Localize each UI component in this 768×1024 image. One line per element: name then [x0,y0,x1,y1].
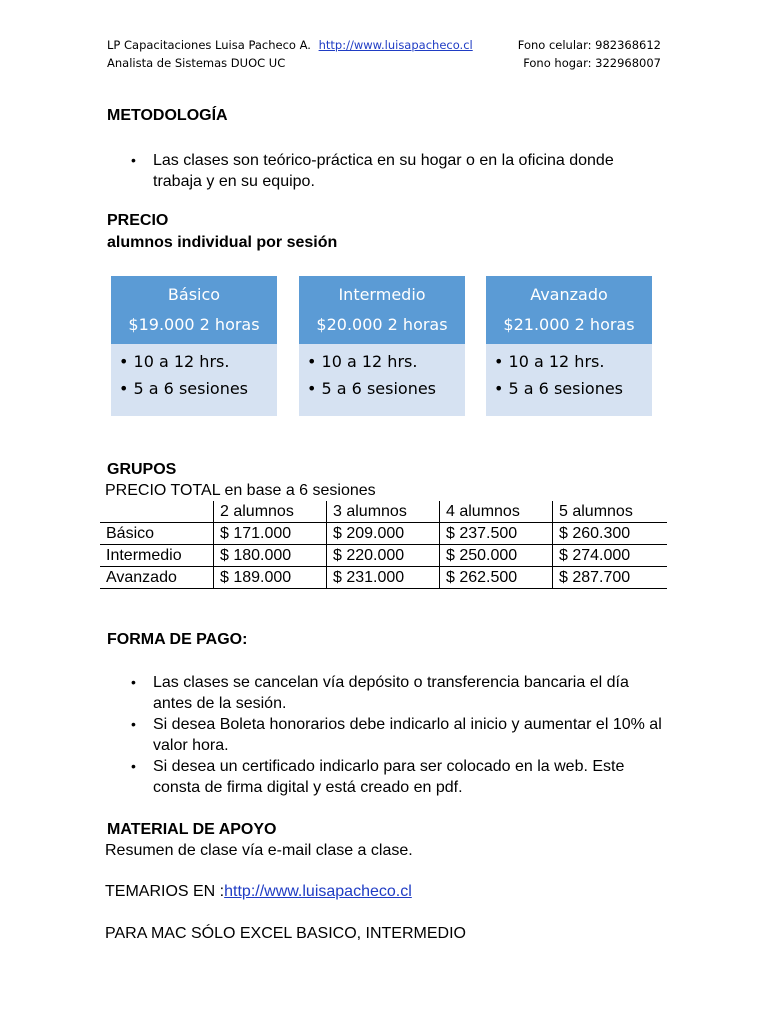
table-row [100,567,667,589]
temarios-line [105,883,412,901]
card-item: • 10 a 12 hrs. [119,352,230,371]
table-cell: Básico [100,523,214,545]
card-name: Avanzado [530,285,608,304]
header-company-line [107,38,473,52]
card-item: • 10 a 12 hrs. [307,352,418,371]
table-cell: $ 209.000 [327,523,440,545]
grupos-subtitle: PRECIO TOTAL en base a 6 sesiones [105,482,376,499]
material-title: MATERIAL DE APOYO [107,821,277,838]
card-name: Básico [167,285,221,304]
card-header [486,276,652,344]
card-body [299,344,465,416]
material-text: Resumen de clase vía e-mail clase a clase. [105,842,413,859]
price-card-basico [111,276,277,416]
table-cell: $ 171.000 [214,523,327,545]
card-price: $21.000 2 horas [503,315,635,334]
list-item: • Las clases se cancelan vía depósito o transferencia bancaria el día antes de la sesión. [107,672,667,714]
pago-title: FORMA DE PAGO: [107,631,248,648]
card-name: Intermedio [338,285,426,304]
grupos-title: GRUPOS [107,461,177,478]
card-price: $19.000 2 horas [128,315,260,334]
card-item: • 5 a 6 sesiones [307,379,437,398]
metodologia-list [107,150,667,192]
header-phone-home: Fono hogar: 322968007 [523,56,661,70]
table-cell: $ 262.500 [440,567,553,589]
temarios-link[interactable]: http://www.luisapacheco.cl [224,883,412,900]
table-row [100,545,667,567]
table-row [100,523,667,545]
table-cell: $ 287.700 [553,567,668,589]
card-item: • 5 a 6 sesiones [494,379,624,398]
table-cell: $ 189.000 [214,567,327,589]
grupos-table [100,501,667,589]
table-cell: $ 274.000 [553,545,668,567]
price-card-avanzado [486,276,652,416]
mac-note: PARA MAC SÓLO EXCEL BASICO, INTERMEDIO [105,925,466,942]
table-cell: Avanzado [100,567,214,589]
table-cell: $ 260.300 [553,523,668,545]
header-role: Analista de Sistemas DUOC UC [107,56,286,70]
header-phone-mobile: Fono celular: 982368612 [517,38,661,52]
table-cell: $ 250.000 [440,545,553,567]
table-cell: $ 231.000 [327,567,440,589]
list-item: • Las clases son teórico-práctica en su hogar o en la oficina donde trabaja y en su equipo. [107,150,667,192]
table-cell: $ 220.000 [327,545,440,567]
table-header-row [100,501,667,523]
precio-title: PRECIO [107,212,169,229]
card-item: • 5 a 6 sesiones [119,379,249,398]
card-header [299,276,465,344]
card-price: $20.000 2 horas [316,315,448,334]
price-card-intermedio [299,276,465,416]
card-body [486,344,652,416]
temarios-label: TEMARIOS EN : [105,883,225,900]
precio-subtitle: alumnos individual por sesión [107,234,338,251]
list-item: • Si desea un certificado indicarlo para ser colocado en la web. Este consta de firma digital y está creado en pdf. [107,756,667,798]
header-url-link[interactable]: http://www.luisapacheco.cl [318,38,473,52]
pago-list [107,672,667,798]
table-cell: 2 alumnos [214,501,327,523]
metodologia-title: METODOLOGÍA [107,107,228,124]
list-item: • Si desea Boleta honorarios debe indicarlo al inicio y aumentar el 10% al valor hora. [107,714,667,756]
table-cell: $ 180.000 [214,545,327,567]
table-cell: $ 237.500 [440,523,553,545]
card-body [111,344,277,416]
table-cell: Intermedio [100,545,214,567]
table-cell: 3 alumnos [327,501,440,523]
header-company: LP Capacitaciones Luisa Pacheco A. [107,38,311,52]
table-cell [100,501,214,523]
table-cell: 4 alumnos [440,501,553,523]
card-header [111,276,277,344]
card-item: • 10 a 12 hrs. [494,352,605,371]
table-cell: 5 alumnos [553,501,668,523]
